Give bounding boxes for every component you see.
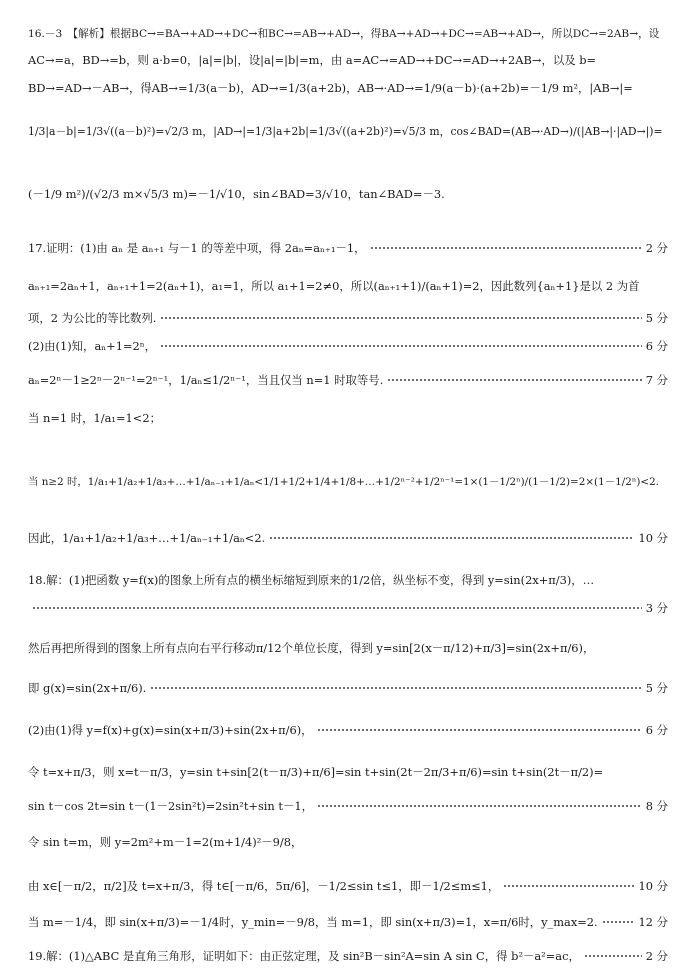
leader-dots [160, 317, 641, 319]
leader-dots [584, 955, 642, 957]
line-17-3: 项，2 为公比的等比数列. 5 分 [28, 311, 668, 325]
score-label: 10 分 [638, 531, 668, 545]
leader-dots [269, 537, 634, 539]
line-16-2: AC→=a，BD→=b，则 a·b=0，|a|=|b|，设|a|=|b|=m，由 a=AC→=AD→+DC→=AD→+2AB→，以及 b= [28, 53, 597, 67]
line-19-1: 19.解：(1)△ABC 是直角三角形，证明如下：由正弦定理，及 sin²B－sin²A=sin A sin C，得 b²－a²=ac， 2 分 [28, 949, 668, 963]
line-17-5: aₙ=2ⁿ－1≥2ⁿ－2ⁿ⁻¹=2ⁿ⁻¹，1/aₙ≤1/2ⁿ⁻¹，当且仅当 n=1 时取等号. 7 分 [28, 373, 668, 387]
line-18-7: sin t－cos 2t=sin t－(1－2sin²t)=2sin²t+sin t－1， 8 分 [28, 799, 668, 813]
score-label: 7 分 [645, 373, 668, 387]
line-18-10: 当 m=－1/4，即 sin(x+π/3)=－1/4时，y_min=－9/8，当 m=1，即 sin(x+π/3)=1，x=π/6时，y_max=2. 12 分 [28, 915, 668, 929]
line-17-6: 当 n=1 时，1/a₁=1<2； [28, 411, 161, 425]
line-17-1: 17.证明：(1)由 aₙ 是 aₙ₊₁ 与－1 的等差中项，得 2aₙ=aₙ₊₁－1， 2 分 [28, 241, 668, 255]
line-17-7: 当 n≥2 时，1/a₁+1/a₂+1/a₃+…+1/aₙ₋₁+1/aₙ<1/1+1/2+1/4+1/8+…+1/2ⁿ⁻²+1/2ⁿ⁻¹=1×(1－1/2ⁿ)/(1－1/2)=2×(1－1/2ⁿ)<2. [28, 476, 659, 488]
line-18-4: 即 g(x)=sin(2x+π/6). 5 分 [28, 681, 668, 695]
line-18-6: 令 t=x+π/3，则 x=t－π/3，y=sin t+sin[2(t－π/3)+π/6]=sin t+sin(2t－2π/3+π/6)=sin t+sin(2t－π/2)= [28, 765, 604, 779]
leader-dots [370, 247, 642, 249]
leader-dots [150, 687, 641, 689]
leader-dots [317, 805, 642, 807]
score-label: 12 分 [638, 915, 668, 929]
leader-dots [387, 379, 641, 381]
line-16-5: (－1/9 m²)/(√2/3 m×√5/3 m)=－1/√10，sin∠BAD=3/√10，tan∠BAD=－3. [28, 187, 445, 201]
line-18-3: 然后再把所得到的图象上所有点向右平行移动π/12个单位长度，得到 y=sin[2(x－π/12)+π/3]=sin(2x+π/6)， [28, 641, 595, 655]
line-17-8: 因此，1/a₁+1/a₂+1/a₃+…+1/aₙ₋₁+1/aₙ<2. 10 分 [28, 531, 668, 545]
line-18-2 [28, 600, 668, 616]
score-label: 8 分 [645, 799, 668, 813]
leader-dots [602, 921, 635, 923]
line-18-8: 令 sin t=m，则 y=2m²+m－1=2(m+1/4)²－9/8， [28, 835, 303, 849]
leader-dots [503, 885, 634, 887]
line-18-9: 由 x∈[－π/2，π/2]及 t=x+π/3，得 t∈[－π/6，5π/6]，－1/2≤sin t≤1，即－1/2≤m≤1， 10 分 [28, 879, 668, 893]
line-18-5: (2)由(1)得 y=f(x)+g(x)=sin(x+π/3)+sin(2x+π/6)， 6 分 [28, 723, 668, 737]
line-16-3: BD→=AD→－AB→，得AB→=1/3(a－b)，AD→=1/3(a+2b)，AB→·AD→=1/9(a－b)·(a+2b)=－1/9 m²，|AB→|= [28, 81, 633, 95]
line-16-1: 16.－3 【解析】根据BC→=BA→+AD→+DC→和BC→=AB→+AD→，得BA→+AD→+DC→=AB→+AD→，所以DC→=2AB→，设 [28, 28, 660, 40]
score-label: 3 分 [645, 601, 668, 615]
line-17-4: (2)由(1)知，aₙ+1=2ⁿ， 6 分 [28, 339, 668, 353]
leader-dots [317, 729, 642, 731]
score-label: 2 分 [645, 949, 668, 963]
line-16-4: 1/3|a－b|=1/3√((a－b)²)=√2/3 m，|AD→|=1/3|a+2b|=1/3√((a+2b)²)=√5/3 m，cos∠BAD=(AB→·AD→)/(|AB→|·|AD→|)= [28, 125, 663, 138]
score-label: 10 分 [638, 879, 668, 893]
leader-dots [32, 607, 642, 609]
line-17-2: aₙ₊₁=2aₙ+1，aₙ₊₁+1=2(aₙ+1)，a₁=1，所以 a₁+1=2≠0，所以(aₙ₊₁+1)/(aₙ+1)=2，因此数列{aₙ+1}是以 2 为首 [28, 279, 640, 293]
score-label: 5 分 [645, 681, 668, 695]
score-label: 5 分 [645, 311, 668, 325]
score-label: 6 分 [645, 723, 668, 737]
leader-dots [160, 345, 642, 347]
line-18-1: 18.解：(1)把函数 y=f(x)的图象上所有点的横坐标缩短到原来的1/2倍，纵坐标不变，得到 y=sin(2x+π/3)，… [28, 573, 595, 587]
score-label: 6 分 [645, 339, 668, 353]
score-label: 2 分 [645, 241, 668, 255]
